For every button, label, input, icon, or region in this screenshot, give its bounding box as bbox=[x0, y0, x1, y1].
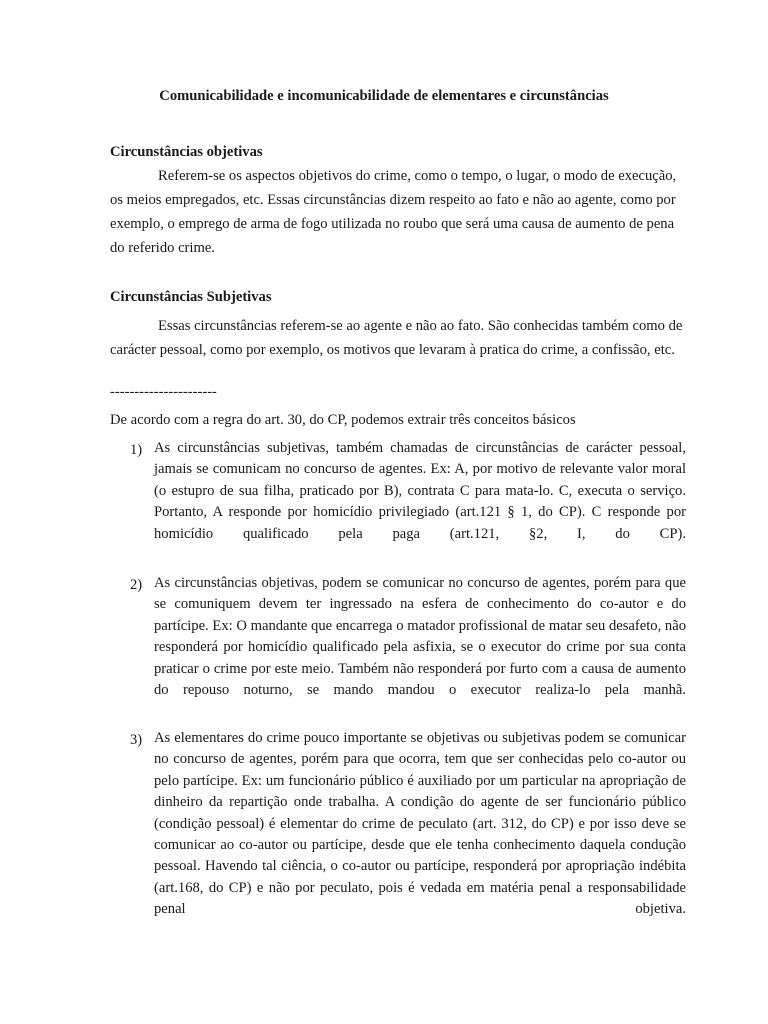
intro-sentence: De acordo com a regra do art. 30, do CP, podemos extrair três conceitos básicos bbox=[110, 412, 576, 428]
list-item-number: 3) bbox=[130, 732, 143, 748]
list-item-number: 1) bbox=[130, 442, 143, 458]
list-item-text: As circunstâncias subjetivas, também chamadas de circunstâncias de carácter pessoal, jamais se comunicam no concurso de agentes. Ex: A, por motivo de relevante valor moral (o estupro de sua filha, praticado por B), contrata C para mata-lo. C, executa o serviço. Portanto, A responde por homicídio privilegiado (art.121 § 1, do CP). C responde por homicídio qualificado pela paga (art.121, §2, I, do CP). bbox=[154, 440, 686, 542]
section-body-objetivas: Referem-se os aspectos objetivos do crime, como o tempo, o lugar, o modo de execução, os meios empregados, etc. Essas circunstâncias dizem respeito ao fato e não ao agente, como por exemplo, o emprego de arma de fogo utilizada no roubo que será uma causa de aumento de pena do referido crime. bbox=[110, 168, 677, 256]
separator-line: ---------------------- bbox=[110, 384, 217, 400]
section-body-subjetivas: Essas circunstâncias referem-se ao agente e não ao fato. São conhecidas também como de carácter pessoal, como por exemplo, os motivos que levaram à pratica do crime, a confissão, etc. bbox=[110, 318, 683, 358]
section-heading-subjetivas: Circunstâncias Subjetivas bbox=[110, 289, 272, 305]
list-item-text: As circunstâncias objetivas, podem se comunicar no concurso de agentes, porém para que se comuniquem devem ter ingressado na esfera de conhecimento do co-autor e do partícipe. Ex: O mandante que encarrega o matador profissional de matar seu desafeto, não responderá por homicídio qualificado pela asfixia, se o executor do crime por sua conta praticar o crime por este meio. Também não responderá por furto com a causa de aumento do repouso noturno, se mando mandou o executor realiza-lo pela manhã. bbox=[154, 575, 686, 699]
list-item-1 bbox=[130, 438, 686, 566]
section-heading-objetivas: Circunstâncias objetivas bbox=[110, 144, 263, 160]
document-title: Comunicabilidade e incomunicabilidade de elementares e circunstâncias bbox=[159, 88, 609, 104]
list-item-3 bbox=[130, 728, 686, 942]
list-item-number: 2) bbox=[130, 577, 143, 593]
list-item-2 bbox=[130, 573, 686, 723]
list-item-text: As elementares do crime pouco importante se objetivas ou subjetivas podem se comunicar no concurso de agentes, porém para que ocorra, tem que ser conhecidas pelo co-autor ou pelo partícipe. Ex: um funcionário público é auxiliado por um particular na apropriação de dinheiro da repartição onde trabalha. A condição do agente de ser funcionário público (condição pessoal) é elementar do crime de peculato (art. 312, do CP) e por isso deve se comunicar ao co-autor ou partícipe, desde que ele tenha conhecimento daquela condução pessoal. Havendo tal ciência, o co-autor ou partícipe, responderá por apropriação indébita (art.168, do CP) e não por peculato, pois é vedada em matéria penal a responsabilidade penal objetiva. bbox=[154, 730, 686, 918]
